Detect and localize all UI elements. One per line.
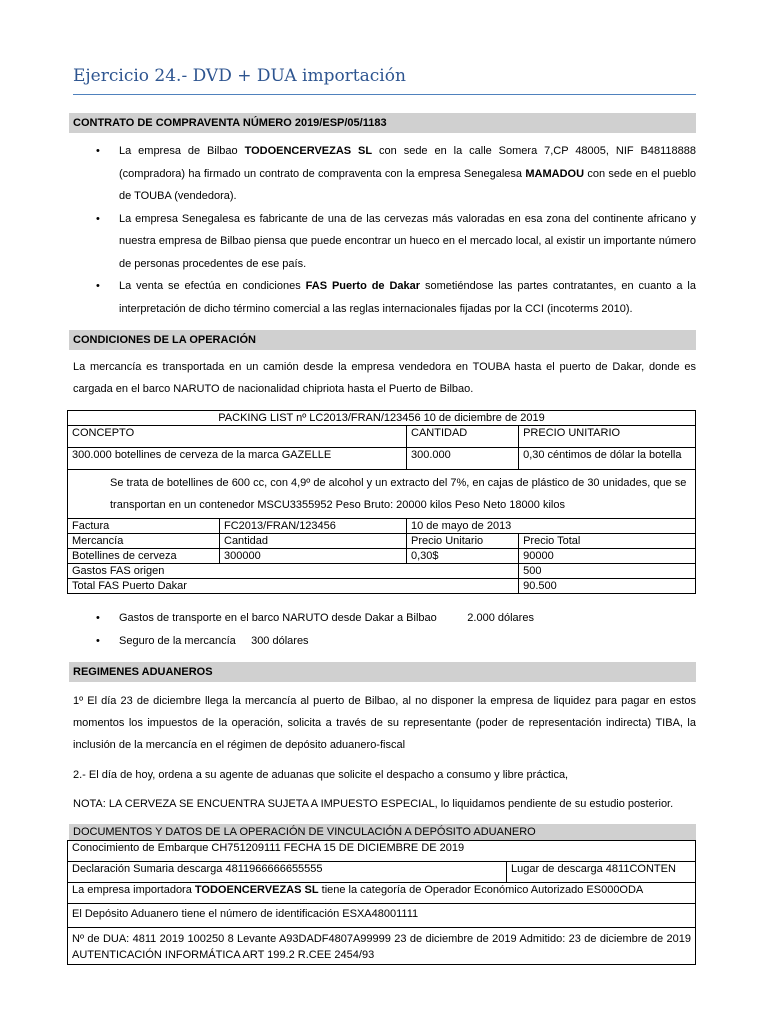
col-mercancia: Mercancía — [68, 534, 220, 549]
item-precio-unitario: 0,30$ — [407, 549, 519, 564]
conditions-text: La mercancía es transportada en un camión desde la empresa vendedora en TOUBA hasta el puerto de Dakar, donde es cargada en el barco NARUTO de nacionalidad chipriota hasta el Puerto de Bilbao. — [73, 361, 696, 395]
bullet-transport: • Gastos de transporte en el barco NARUTO desde Dakar a Bilbao 2.000 dólares — [0, 607, 768, 630]
invoice-date: 10 de mayo de 2013 — [407, 519, 696, 534]
total-label: Total FAS Puerto Dakar — [68, 579, 519, 594]
bullet-buyer: • La empresa de Bilbao TODOENCERVEZAS SL con sede en la calle Somera 7,CP 48005, NIF B48118888 (compradora) ha firmado un contrato de compraventa con la empresa Senegalesa MAMADOU con sede en el pueblo de TOUBA (vendedora). — [0, 140, 768, 208]
row-concepto: 300.000 botellines de cerveza de la marca GAZELLE — [68, 448, 407, 470]
dua-sumaria: Declaración Sumaria descarga 4811966666655555 — [68, 862, 507, 883]
header-cantidad: CANTIDAD — [407, 426, 519, 448]
bullet-seller: • La empresa Senegalesa es fabricante de una de las cervezas más valoradas en esa zona del continente africano y nuestra empresa de Bilbao piensa que puede encontrar un hueco en el mercado local, al existir un importante número de personas procedentes de ese país. — [0, 208, 768, 276]
header-precio: PRECIO UNITARIO — [519, 426, 696, 448]
title-underline — [73, 94, 696, 95]
packing-list-title: PACKING LIST nº LC2013/FRAN/123456 10 de diciembre de 2019 — [68, 411, 696, 426]
item-cantidad: 300000 — [220, 549, 407, 564]
regimes-heading: REGIMENES ADUANEROS — [69, 662, 696, 682]
col-precio-unitario: Precio Unitario — [407, 534, 519, 549]
regimes-p1: 1º El día 23 de diciembre llega la mercancía al puerto de Bilbao, al no disponer la empresa de liquidez para pagar en estos momentos los impuestos de la operación, solicita a través de su representante (poder de representación indirecta) TIBA, la inclusión de la mercancía en el régimen de depósito aduanero-fiscal — [73, 695, 696, 751]
dua-table — [67, 840, 696, 965]
bullet-incoterm: • La venta se efectúa en condiciones FAS Puerto de Dakar sometiéndose las partes contratantes, en cuanto a la interpretación de dicho término comercial a las reglas internacionales fijadas por la CCI (incoterms 2010). — [0, 275, 768, 320]
contract-heading: CONTRATO DE COMPRAVENTA NÚMERO 2019/ESP/05/1183 — [69, 113, 696, 133]
dua-deposito: El Depósito Aduanero tiene el número de identificación ESXA48001111 — [68, 904, 696, 928]
bullet-icon: • — [96, 634, 100, 647]
bullet-icon: • — [96, 145, 100, 157]
bullet-icon: • — [96, 212, 100, 225]
col-precio-total: Precio Total — [519, 534, 696, 549]
row-precio: 0,30 céntimos de dólar la botella — [519, 448, 696, 470]
header-concepto: CONCEPTO — [68, 426, 407, 448]
packing-list-table — [67, 410, 696, 594]
docs-heading: DOCUMENTOS Y DATOS DE LA OPERACIÓN DE VINCULACIÓN A DEPÓSITO ADUANERO — [69, 824, 696, 841]
invoice-number: FC2013/FRAN/123456 — [220, 519, 407, 534]
dua-lugar-descarga: Lugar de descarga 4811CONTEN — [507, 862, 696, 883]
total-value: 90.500 — [519, 579, 696, 594]
dua-importadora: La empresa importadora TODOENCERVEZAS SL tiene la categoría de Operador Económico Autorizado ES000ODA — [68, 883, 696, 904]
col-cantidad: Cantidad — [220, 534, 407, 549]
regimes-p3: NOTA: LA CERVEZA SE ENCUENTRA SUJETA A IMPUESTO ESPECIAL, lo liquidamos pendiente de su estudio posterior. — [73, 798, 674, 810]
invoice-label: Factura — [68, 519, 220, 534]
bullet-icon: • — [96, 612, 100, 624]
extras-bullets — [0, 607, 768, 652]
conditions-heading: CONDICIONES DE LA OPERACIÓN — [69, 330, 696, 350]
gastos-value: 500 — [519, 564, 696, 579]
regimes-p2: 2.- El día de hoy, ordena a su agente de aduanas que solicite el despacho a consumo y libre práctica, — [73, 769, 569, 781]
bullet-icon: • — [96, 280, 100, 292]
packing-note: Se trata de botellines de 600 cc, con 4,9º de alcohol y un extracto del 7%, en cajas de plástico de 30 unidades, que se transportan en un contenedor MSCU3355952 Peso Bruto: 20000 kilos Peso Neto 18000 kilos — [68, 470, 696, 519]
item-precio-total: 90000 — [519, 549, 696, 564]
row-cantidad: 300.000 — [407, 448, 519, 470]
dua-conocimiento: Conocimiento de Embarque CH751209111 FECHA 15 DE DICIEMBRE DE 2019 — [68, 841, 696, 862]
contract-bullets — [0, 140, 768, 320]
dua-numero: Nº de DUA: 4811 2019 100250 8 Levante A93DADF4807A99999 23 de diciembre de 2019 Admitido: 23 de diciembre de 2019 AUTENTICACIÓN INFORMÁTICA ART 199.2 R.CEE 2454/93 — [68, 928, 696, 965]
item-name: Botellines de cerveza — [68, 549, 220, 564]
gastos-label: Gastos FAS origen — [68, 564, 519, 579]
bullet-insurance: • Seguro de la mercancía 300 dólares — [0, 630, 768, 653]
page-title: Ejercicio 24.- DVD + DUA importación — [73, 66, 406, 86]
